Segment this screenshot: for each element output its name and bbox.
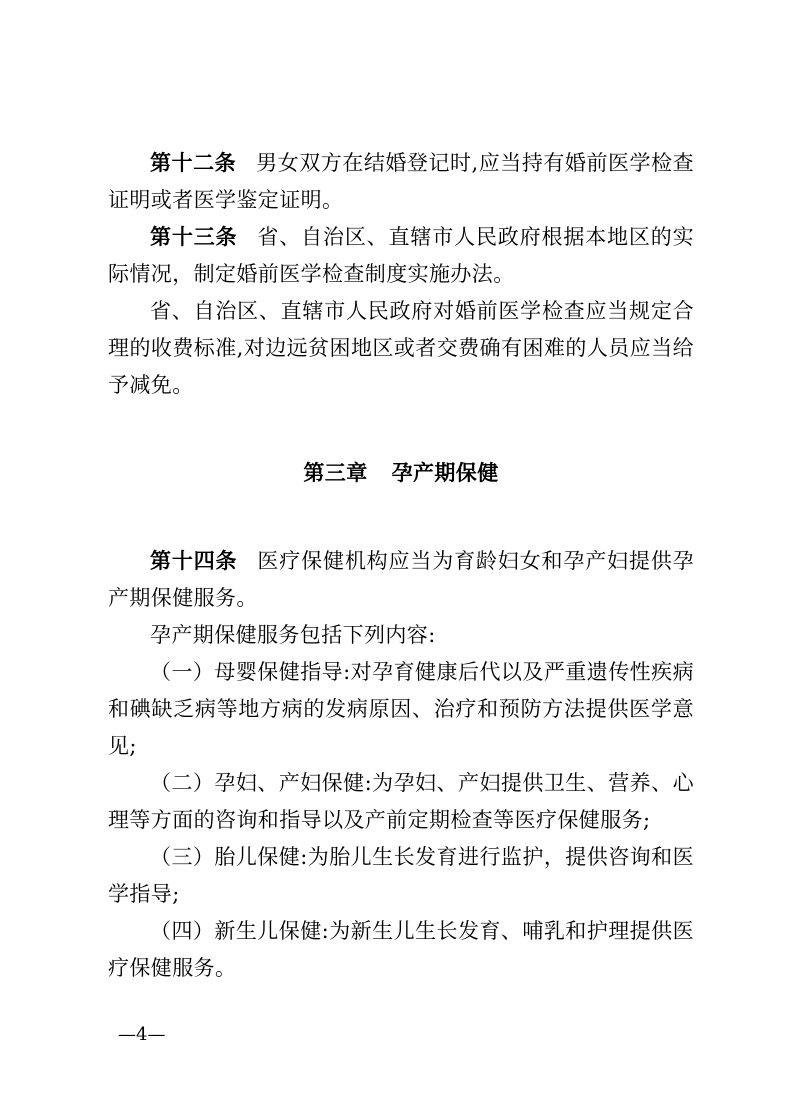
service-item-3: （三）胎儿保健:为胎儿生长发育进行监护，提供咨询和医学指导; bbox=[108, 845, 694, 906]
article-13-number: 第十三条 bbox=[150, 225, 238, 249]
article-14-text: 医疗保健机构应当为育龄妇女和孕产妇提供孕产期保健服务。 bbox=[108, 549, 695, 610]
service-item-4: （四）新生儿保健:为新生儿生长发育、哺乳和护理提供医疗保健服务。 bbox=[108, 919, 694, 980]
fees-paragraph: 省、自治区、直辖市人民政府对婚前医学检查应当规定合理的收费标准,对边远贫困地区或者交费确有困难的人员应当给予减免。 bbox=[108, 299, 694, 397]
article-14 bbox=[108, 543, 694, 617]
page-number: —4— bbox=[118, 1024, 166, 1045]
service-item-1: （一）母婴保健指导:对孕育健康后代以及严重遗传性疾病和碘缺乏病等地方病的发病原因、治疗和预防方法提供医学意见; bbox=[108, 660, 694, 758]
document-body bbox=[108, 145, 694, 987]
article-13-text: 省、自治区、直辖市人民政府根据本地区的实际情况，制定婚前医学检查制度实施办法。 bbox=[108, 225, 695, 286]
services-intro: 孕产期保健服务包括下列内容: bbox=[150, 623, 436, 647]
chapter-title: 孕产期保健 bbox=[391, 461, 499, 485]
article-13 bbox=[108, 219, 694, 293]
article-12-text: 男女双方在结婚登记时,应当持有婚前医学检查证明或者医学鉴定证明。 bbox=[108, 151, 694, 212]
article-12 bbox=[108, 145, 694, 219]
article-14-number: 第十四条 bbox=[150, 549, 238, 573]
article-12-number: 第十二条 bbox=[150, 151, 237, 175]
chapter-heading bbox=[108, 455, 694, 492]
service-item-2: （二）孕妇、产妇保健:为孕妇、产妇提供卫生、营养、心理等方面的咨询和指导以及产前定期检查等医疗保健服务; bbox=[108, 771, 694, 832]
chapter-number: 第三章 bbox=[303, 461, 368, 485]
